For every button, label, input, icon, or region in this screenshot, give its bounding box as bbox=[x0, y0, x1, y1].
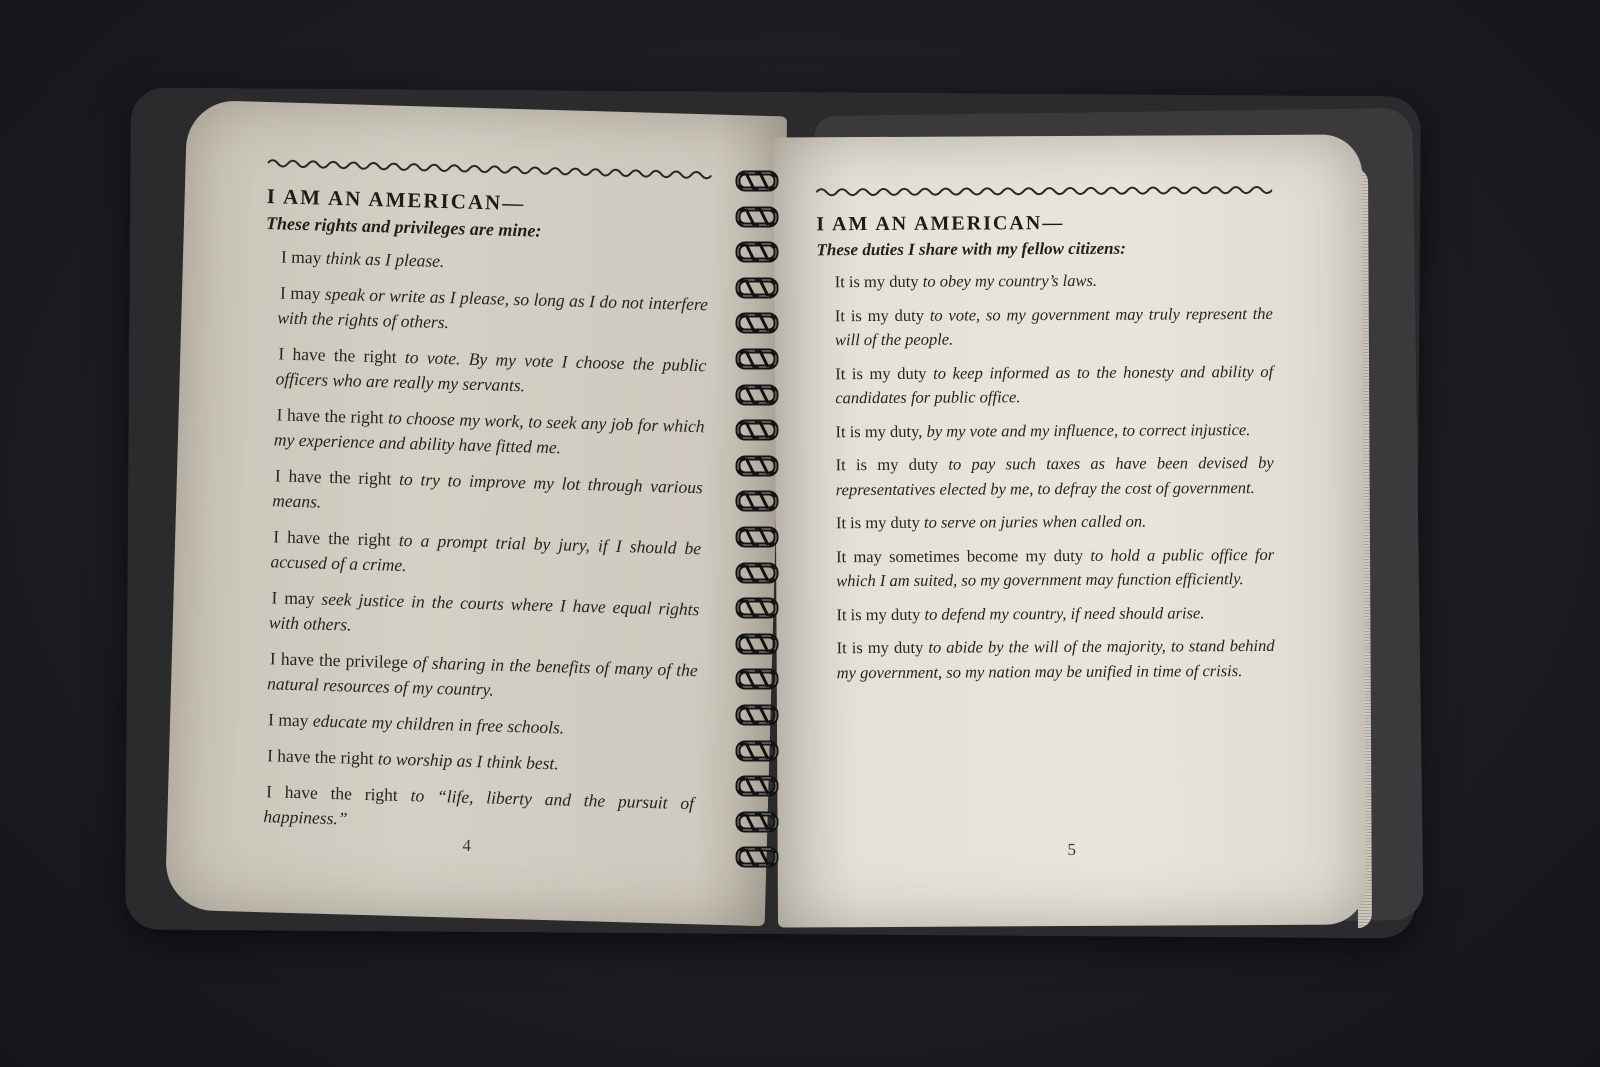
spiral-coil bbox=[732, 312, 780, 334]
right-page-number: 5 bbox=[1067, 839, 1076, 860]
duties-item bbox=[818, 600, 1274, 627]
duties-item-phrase: to serve on juries when called on. bbox=[923, 511, 1147, 532]
rights-item-phrase: of sharing in the benefits of many of the natural resources of my country. bbox=[266, 652, 698, 700]
rights-item-lead: I have the right bbox=[266, 745, 379, 769]
spiral-coil bbox=[732, 348, 780, 370]
duties-item-lead: It may sometimes become my duty bbox=[836, 545, 1091, 566]
duties-item bbox=[818, 509, 1274, 536]
duties-item-phrase: to hold a public office for which I am suited, so my government may function efficiently. bbox=[836, 544, 1275, 591]
rights-item-phrase: seek justice in the courts where I have equal rights with others. bbox=[268, 588, 700, 635]
rights-item-lead: I have the right bbox=[276, 404, 389, 428]
spiral-coil bbox=[732, 597, 780, 619]
duties-item bbox=[818, 542, 1274, 593]
duties-item bbox=[819, 634, 1275, 685]
left-wavy-rule bbox=[267, 156, 711, 182]
rights-item-phrase: to “life, liberty and the pursuit of happiness.” bbox=[263, 785, 695, 829]
right-page-content bbox=[774, 134, 1366, 927]
rights-item-phrase: to vote. By my vote I choose the public officers who are really my servants. bbox=[275, 346, 707, 396]
duties-item-phrase: by my vote and my influence, to correct injustice. bbox=[926, 419, 1251, 441]
rights-item bbox=[263, 280, 708, 342]
duties-item bbox=[817, 268, 1273, 295]
spiral-coil bbox=[732, 811, 780, 833]
spiral-coil bbox=[732, 740, 780, 762]
spiral-coil bbox=[732, 455, 780, 477]
rights-item bbox=[258, 463, 703, 525]
rights-item-lead: I may bbox=[267, 709, 314, 731]
duties-item-lead: It is my duty bbox=[836, 604, 925, 624]
rights-item-phrase: speak or write as I please, so long as I do not interfere with the rights of others. bbox=[277, 283, 709, 333]
rights-item bbox=[256, 524, 701, 586]
spiral-coil bbox=[732, 633, 780, 655]
duties-item bbox=[817, 301, 1273, 352]
rights-item-lead: I have the right bbox=[274, 465, 400, 489]
duties-item-lead: It is my duty bbox=[834, 271, 923, 292]
rights-item-lead: I have the privilege bbox=[269, 648, 414, 673]
rights-item-lead: I have the right bbox=[265, 781, 411, 806]
left-subheading: These rights and privileges are mine: bbox=[265, 213, 542, 241]
left-page bbox=[165, 100, 787, 926]
rights-item bbox=[260, 402, 705, 464]
duties-item-lead: It is my duty bbox=[835, 363, 934, 383]
rights-item-lead: I may bbox=[271, 587, 322, 609]
rights-item-phrase: educate my children in free schools. bbox=[312, 710, 565, 738]
duties-item-phrase: to keep informed as to the honesty and ability of candidates for public office. bbox=[835, 361, 1274, 408]
spiral-coil bbox=[732, 277, 780, 299]
duties-item bbox=[817, 417, 1273, 444]
spiral-coil bbox=[732, 846, 780, 868]
rights-item-lead: I have the right bbox=[272, 526, 400, 550]
spiral-binding bbox=[732, 170, 792, 890]
spiral-coil bbox=[732, 206, 780, 228]
spiral-coil bbox=[732, 526, 780, 548]
duties-item-lead: It is my duty, bbox=[835, 421, 927, 441]
rights-list bbox=[249, 244, 709, 841]
duties-item bbox=[818, 451, 1274, 502]
right-wavy-rule bbox=[816, 183, 1272, 199]
rights-item bbox=[252, 707, 697, 744]
rights-item-phrase: to try to improve my lot through various means. bbox=[271, 468, 704, 512]
spiral-coil bbox=[732, 170, 780, 192]
rights-item-phrase: to choose my work, to seek any job for which my experience and ability have fitted me. bbox=[273, 407, 705, 458]
duties-item bbox=[817, 359, 1273, 410]
right-page bbox=[774, 134, 1366, 927]
duties-item-phrase: to obey my country’s laws. bbox=[922, 270, 1098, 291]
left-heading: I AM AN AMERICAN— bbox=[266, 184, 526, 216]
rights-item-lead: I may bbox=[279, 282, 326, 304]
rights-item-phrase: to worship as I think best. bbox=[377, 748, 559, 774]
spiral-coil bbox=[732, 384, 780, 406]
left-page-content bbox=[165, 100, 787, 926]
rights-item-phrase: think as I please. bbox=[325, 247, 445, 272]
rights-item bbox=[255, 585, 700, 647]
duties-item-lead: It is my duty bbox=[836, 637, 929, 658]
spiral-coil bbox=[732, 562, 780, 584]
right-heading: I AM AN AMERICAN— bbox=[816, 212, 1065, 236]
spiral-coil bbox=[732, 775, 780, 797]
spiral-coil bbox=[732, 490, 780, 512]
spiral-coil bbox=[732, 241, 780, 263]
duties-item-phrase: to vote, so my government may truly represent the will of the people. bbox=[834, 303, 1273, 350]
left-page-number: 4 bbox=[462, 835, 472, 855]
rights-item-lead: I may bbox=[280, 246, 327, 268]
duties-item-phrase: to abide by the will of the majority, to stand behind my government, so my nation may be unified in time of crisis. bbox=[836, 635, 1275, 682]
rights-item bbox=[265, 244, 710, 281]
spiral-coil bbox=[732, 668, 780, 690]
right-subheading: These duties I share with my fellow citizens: bbox=[816, 238, 1126, 260]
duties-item-lead: It is my duty bbox=[835, 512, 925, 533]
rights-item bbox=[251, 743, 696, 780]
duties-list bbox=[817, 268, 1275, 685]
rights-item bbox=[253, 646, 698, 708]
duties-item-phrase: to pay such taxes as have been devised by representatives elected by me, to defray the cost of government. bbox=[835, 452, 1274, 499]
duties-item-lead: It is my duty bbox=[835, 454, 949, 475]
duties-item-phrase: to defend my country, if need should arise. bbox=[924, 602, 1205, 624]
spiral-coil bbox=[732, 704, 780, 726]
duties-item-lead: It is my duty bbox=[834, 305, 930, 325]
spiral-coil bbox=[732, 419, 780, 441]
rights-item-lead: I have the right bbox=[278, 343, 406, 367]
rights-item-phrase: to a prompt trial by jury, if I should be accused of a crime. bbox=[270, 529, 702, 576]
rights-item bbox=[261, 341, 706, 403]
